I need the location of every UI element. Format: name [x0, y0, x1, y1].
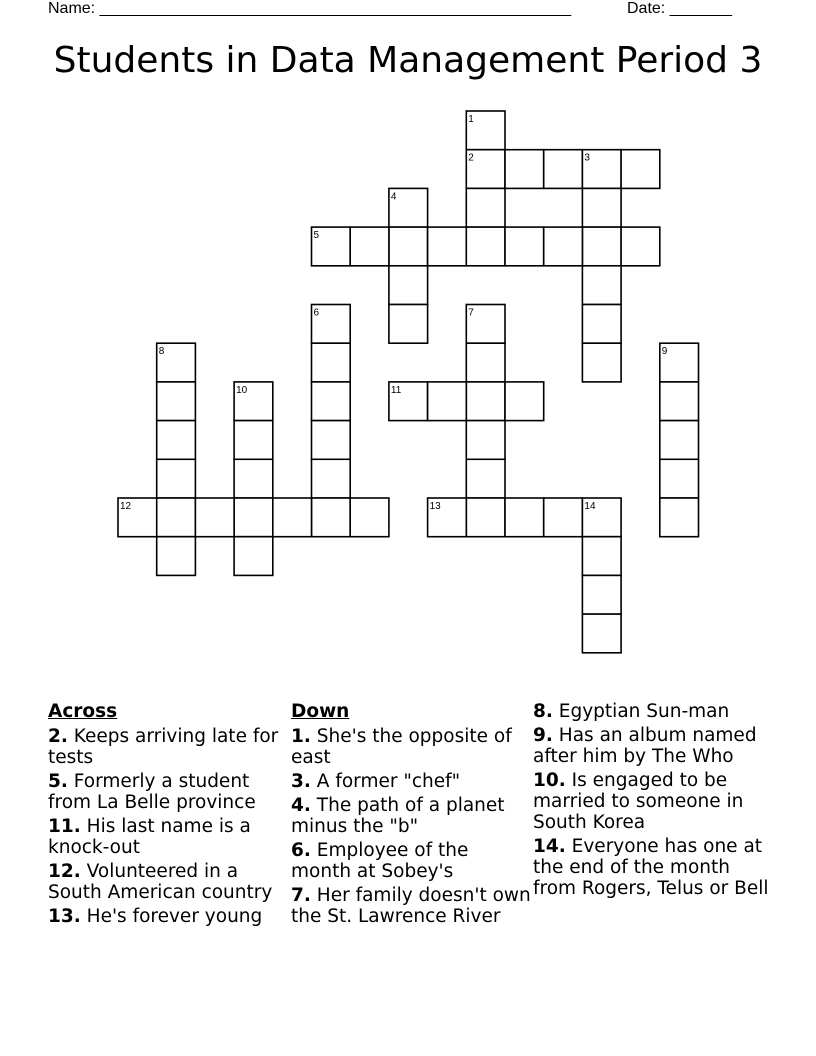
clue-number: 13.: [48, 906, 81, 927]
clue-item: [48, 726, 288, 768]
clue-number: 5.: [48, 771, 68, 792]
across-heading: Across: [48, 701, 118, 722]
cell-number-label: 8: [158, 346, 165, 358]
name-field-label: Name: _____________________________________________________: [48, 0, 572, 17]
grid-cell[interactable]: [312, 421, 351, 460]
grid-cell[interactable]: [234, 421, 273, 460]
cell-number-label: 7: [468, 307, 474, 319]
clue-number: 9.: [533, 725, 553, 746]
cell-number-label: 1: [468, 114, 474, 125]
grid-cell[interactable]: [157, 537, 196, 576]
clue-number: 2.: [48, 726, 68, 747]
grid-cell[interactable]: [466, 421, 505, 460]
grid-cell[interactable]: [312, 498, 351, 537]
clue-item: [48, 816, 288, 858]
grid-cell[interactable]: [582, 343, 621, 382]
grid-cell[interactable]: [234, 498, 273, 537]
grid-cell[interactable]: [660, 498, 699, 537]
clue-number: 14.: [533, 836, 566, 857]
clue-text: Her family doesn't own the St. Lawrence River: [291, 885, 531, 927]
clue-text: Everyone has one at the end of the month from Rogers, Telus or Bell: [533, 836, 769, 899]
cell-number-label: 6: [313, 307, 320, 319]
clue-item: [291, 726, 531, 768]
clue-text: She's the opposite of east: [291, 726, 512, 768]
grid-cell[interactable]: [582, 266, 621, 305]
clue-number: 11.: [48, 816, 81, 837]
clue-text: A former "chef": [316, 771, 461, 792]
grid-cell[interactable]: [466, 498, 505, 537]
grid-cell[interactable]: [350, 227, 389, 266]
grid-cell[interactable]: [544, 498, 583, 537]
grid-cell[interactable]: [621, 227, 660, 266]
cell-number-label: 14: [584, 501, 596, 512]
grid-cell[interactable]: [273, 498, 312, 537]
grid-cell[interactable]: [466, 382, 505, 421]
down-heading: Down: [291, 701, 350, 722]
grid-cell[interactable]: [234, 537, 273, 576]
clue-text: Employee of the month at Sobey's: [291, 840, 469, 882]
grid-cell[interactable]: [195, 498, 234, 537]
clue-number: 8.: [533, 701, 553, 722]
clue-item: [291, 840, 531, 882]
grid-cell[interactable]: [389, 305, 428, 344]
down-clue-list: [291, 726, 531, 927]
grid-cell[interactable]: [234, 459, 273, 498]
across-clue-list: [48, 726, 288, 927]
clue-item: [533, 725, 773, 767]
cell-number-label: 12: [120, 501, 132, 512]
grid-cell[interactable]: [428, 227, 467, 266]
clue-number: 3.: [291, 771, 311, 792]
clue-text: The path of a planet minus the "b": [291, 795, 505, 837]
grid-cell[interactable]: [621, 150, 660, 189]
clue-column-across: [48, 701, 288, 930]
cell-number-label: 10: [236, 384, 248, 396]
clue-number: 12.: [48, 861, 81, 882]
clue-item: [291, 795, 531, 837]
grid-cell[interactable]: [660, 382, 699, 421]
clue-item: [533, 770, 773, 833]
date-field-label: Date: _______: [627, 0, 732, 17]
clue-text: Egyptian Sun-man: [558, 701, 730, 722]
grid-cell[interactable]: [660, 459, 699, 498]
grid-cell[interactable]: [312, 343, 351, 382]
clue-number: 4.: [291, 795, 311, 816]
grid-cell[interactable]: [466, 227, 505, 266]
grid-cell[interactable]: [660, 421, 699, 460]
grid-cell[interactable]: [428, 382, 467, 421]
clue-text: Keeps arriving late for tests: [48, 726, 279, 768]
grid-cell[interactable]: [157, 498, 196, 537]
grid-cell[interactable]: [582, 188, 621, 227]
clue-text: His last name is a knock-out: [48, 816, 251, 858]
cell-number-label: 13: [429, 501, 441, 512]
clue-item: [533, 836, 773, 899]
grid-cell[interactable]: [582, 537, 621, 576]
grid-cell[interactable]: [157, 421, 196, 460]
grid-cell[interactable]: [544, 150, 583, 189]
grid-cell[interactable]: [505, 382, 544, 421]
clue-text: Formerly a student from La Belle province: [48, 771, 256, 813]
grid-cell[interactable]: [312, 459, 351, 498]
cell-number-label: 5: [313, 230, 320, 242]
clue-text: Has an album named after him by The Who: [533, 725, 757, 767]
clue-text: He's forever young: [86, 906, 263, 927]
clue-item: [291, 885, 531, 927]
grid-cell[interactable]: [350, 498, 389, 537]
clue-number: 1.: [291, 726, 311, 747]
grid-cell[interactable]: [505, 227, 544, 266]
clue-item: [48, 771, 288, 813]
puzzle-title: Students in Data Management Period 3: [53, 40, 763, 81]
cell-number-label: 11: [390, 384, 402, 396]
grid-cell[interactable]: [582, 305, 621, 344]
cell-number-label: 9: [661, 346, 668, 358]
clue-text: Volunteered in a South American country: [48, 861, 273, 903]
clue-item: [48, 861, 288, 903]
grid-cell[interactable]: [582, 614, 621, 653]
cell-number-label: 3: [584, 152, 590, 164]
clue-item: [48, 906, 288, 927]
grid-cell[interactable]: [505, 498, 544, 537]
grid-cell[interactable]: [389, 227, 428, 266]
grid-cell[interactable]: [505, 150, 544, 189]
grid-cell[interactable]: [157, 382, 196, 421]
cell-number-label: 2: [468, 152, 474, 164]
clue-number: 7.: [291, 885, 311, 906]
clue-number: 6.: [291, 840, 311, 861]
grid-cell[interactable]: [389, 266, 428, 305]
grid-cell[interactable]: [466, 188, 505, 227]
down-clue-list-continued: [533, 701, 773, 899]
clue-item: [533, 701, 773, 722]
grid-cell[interactable]: [582, 575, 621, 614]
grid-cell[interactable]: [544, 227, 583, 266]
grid-cell[interactable]: [582, 227, 621, 266]
grid-cell[interactable]: [312, 382, 351, 421]
clue-item: [291, 771, 531, 792]
grid-cell[interactable]: [157, 459, 196, 498]
cell-number-label: 4: [390, 191, 397, 203]
grid-cell[interactable]: [466, 343, 505, 382]
clue-column-down: [291, 701, 531, 930]
clue-column-down-continued: [533, 701, 773, 902]
clue-number: 10.: [533, 770, 566, 791]
grid-cell[interactable]: [466, 459, 505, 498]
clue-text: Is engaged to be married to someone in South Korea: [533, 770, 744, 833]
